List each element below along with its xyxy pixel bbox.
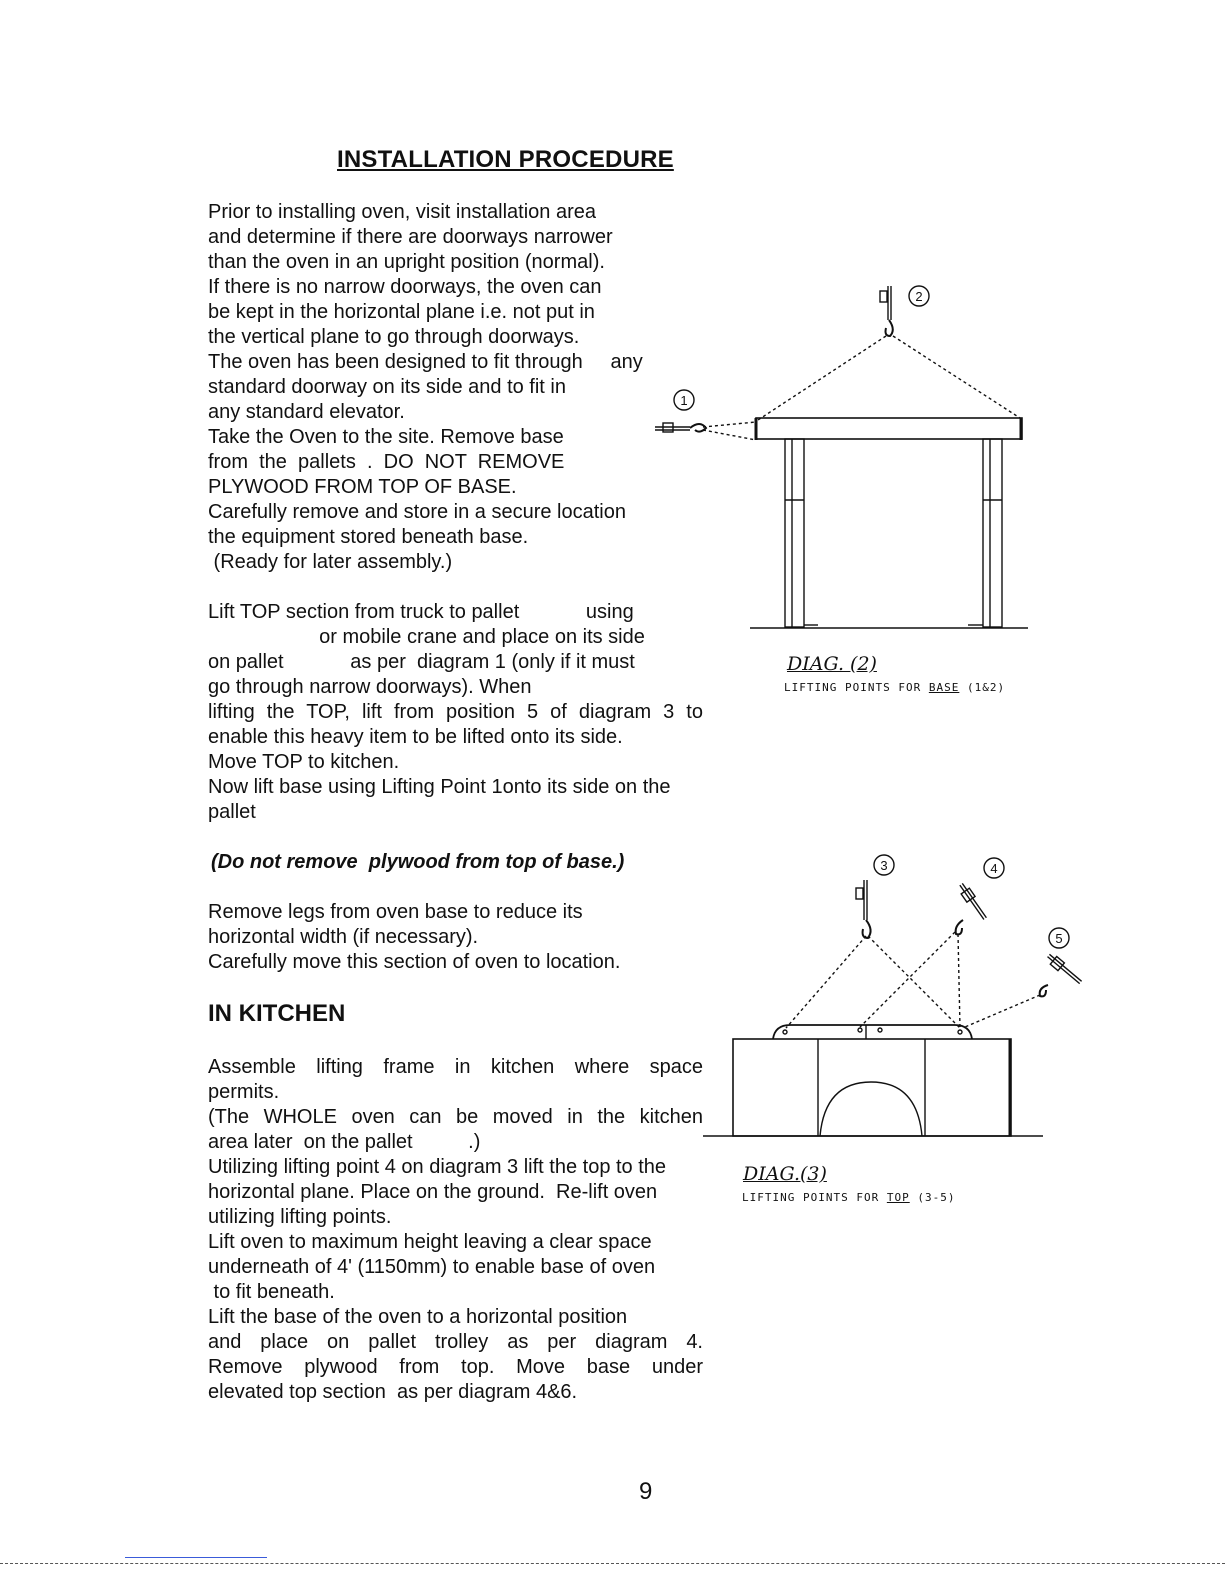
text-line: PLYWOOD FROM TOP OF BASE. — [208, 476, 517, 498]
diagram-2-caption — [784, 681, 1005, 694]
sling-line — [758, 336, 886, 420]
hook-icon — [886, 320, 893, 336]
text-line: go through narrow doorways). When — [208, 676, 532, 698]
shackle-icon — [880, 291, 887, 302]
plywood-note: (Do not remove plywood from top of base.) — [211, 851, 625, 873]
text-line: lifting the TOP, lift from position 5 of diagram 3 to — [208, 701, 703, 723]
text-line: or mobile crane and place on its side — [208, 626, 645, 648]
text-line: (The WHOLE oven can be moved in the kitchen — [208, 1106, 703, 1128]
text-line: on pallet as per diagram 1 (only if it must — [208, 651, 635, 673]
caption-text: LIFTING POINTS FOR — [784, 681, 929, 694]
sling-line — [703, 422, 756, 427]
text-line: to fit beneath. — [208, 1281, 335, 1303]
base-leg — [983, 439, 1002, 627]
text-line: the vertical plane to go through doorways. — [208, 326, 580, 348]
sling-line — [786, 936, 866, 1028]
text-line: from the pallets . DO NOT REMOVE — [208, 451, 565, 473]
text-line: Lift the base of the oven to a horizontal position — [208, 1306, 628, 1328]
diagram-3-title: DIAG.(3) — [743, 1163, 827, 1185]
text-line: any standard elevator. — [208, 401, 405, 423]
diagram-2-base-lifting — [640, 280, 1040, 640]
marker-label: 4 — [990, 861, 998, 876]
base-leg — [785, 439, 804, 627]
text-line: and place on pallet trolley as per diagram 4. — [208, 1331, 703, 1353]
diagram-2-title: DIAG. (2) — [787, 653, 877, 675]
marker-label: 2 — [915, 289, 923, 304]
text-line: horizontal plane. Place on the ground. Re-lift oven — [208, 1181, 658, 1203]
text-line: Remove legs from oven base to reduce its — [208, 901, 583, 923]
top-section-frame — [773, 1025, 972, 1039]
sling-line — [965, 995, 1040, 1027]
text-line: Lift TOP section from truck to pallet using — [208, 601, 634, 623]
text-line: elevated top section as per diagram 4&6. — [208, 1381, 578, 1403]
sling-line — [703, 430, 756, 440]
text-line: Carefully remove and store in a secure location — [208, 501, 626, 523]
text-line: Utilizing lifting point 4 on diagram 3 lift the top to the — [208, 1156, 667, 1178]
sling-line — [893, 336, 1020, 418]
hook-icon — [956, 920, 963, 934]
text-line: Assemble lifting frame in kitchen where space — [208, 1056, 703, 1078]
diagram-3-caption — [742, 1191, 955, 1204]
text-line: horizontal width (if necessary). — [208, 926, 479, 948]
text-line: underneath of 4' (1150mm) to enable base of oven — [208, 1256, 656, 1278]
section-heading: IN KITCHEN — [208, 1000, 346, 1027]
text-line: the equipment stored beneath base. — [208, 526, 529, 548]
text-line: Move TOP to kitchen. — [208, 751, 400, 773]
text-line: Remove plywood from top. Move base under — [208, 1356, 703, 1378]
footer-divider — [0, 1563, 1225, 1564]
text-line: permits. — [208, 1081, 280, 1103]
text-line: Now lift base using Lifting Point 1onto its side on the — [208, 776, 671, 798]
caption-text: (1&2) — [959, 681, 1006, 694]
caption-underlined: TOP — [886, 1191, 910, 1204]
hook-icon — [863, 920, 871, 938]
text-line: Carefully move this section of oven to location. — [208, 951, 621, 973]
text-line: enable this heavy item to be lifted onto its side. — [208, 726, 623, 748]
marker-label: 3 — [880, 858, 888, 873]
oven-arch — [820, 1082, 922, 1136]
hook-icon — [690, 424, 706, 432]
text-line: utilizing lifting points. — [208, 1206, 392, 1228]
text-line: be kept in the horizontal plane i.e. not put in — [208, 301, 595, 323]
text-line: The oven has been designed to fit through any — [208, 351, 643, 373]
text-line: (Ready for later assembly.) — [208, 551, 453, 573]
text-line: and determine if there are doorways narrower — [208, 226, 613, 248]
marker-label: 5 — [1055, 931, 1063, 946]
text-line: If there is no narrow doorways, the oven can — [208, 276, 602, 298]
hook-icon — [1040, 985, 1048, 996]
footer-link-underline — [125, 1557, 267, 1558]
sling-line — [868, 936, 960, 1028]
caption-underlined: BASE — [928, 681, 960, 694]
text-line: Lift oven to maximum height leaving a clear space — [208, 1231, 652, 1253]
text-line: Prior to installing oven, visit installation area — [208, 201, 596, 223]
text-line: area later on the pallet .) — [208, 1131, 481, 1153]
sling-line — [860, 932, 955, 1027]
text-line: standard doorway on its side and to fit in — [208, 376, 566, 398]
shackle-icon — [856, 888, 863, 899]
caption-text: LIFTING POINTS FOR — [742, 1191, 887, 1204]
caption-text: (3-5) — [909, 1191, 956, 1204]
sling-line — [958, 934, 960, 1028]
text-line: Take the Oven to the site. Remove base — [208, 426, 564, 448]
marker-label: 1 — [680, 393, 688, 408]
page-title: INSTALLATION PROCEDURE — [337, 146, 674, 173]
text-line: pallet — [208, 801, 256, 823]
oven-top-body — [733, 1039, 1011, 1136]
text-line: than the oven in an upright position (normal). — [208, 251, 605, 273]
base-top-slab — [756, 418, 1022, 439]
diagram-3-top-lifting — [700, 850, 1090, 1145]
page-number: 9 — [639, 1478, 653, 1505]
